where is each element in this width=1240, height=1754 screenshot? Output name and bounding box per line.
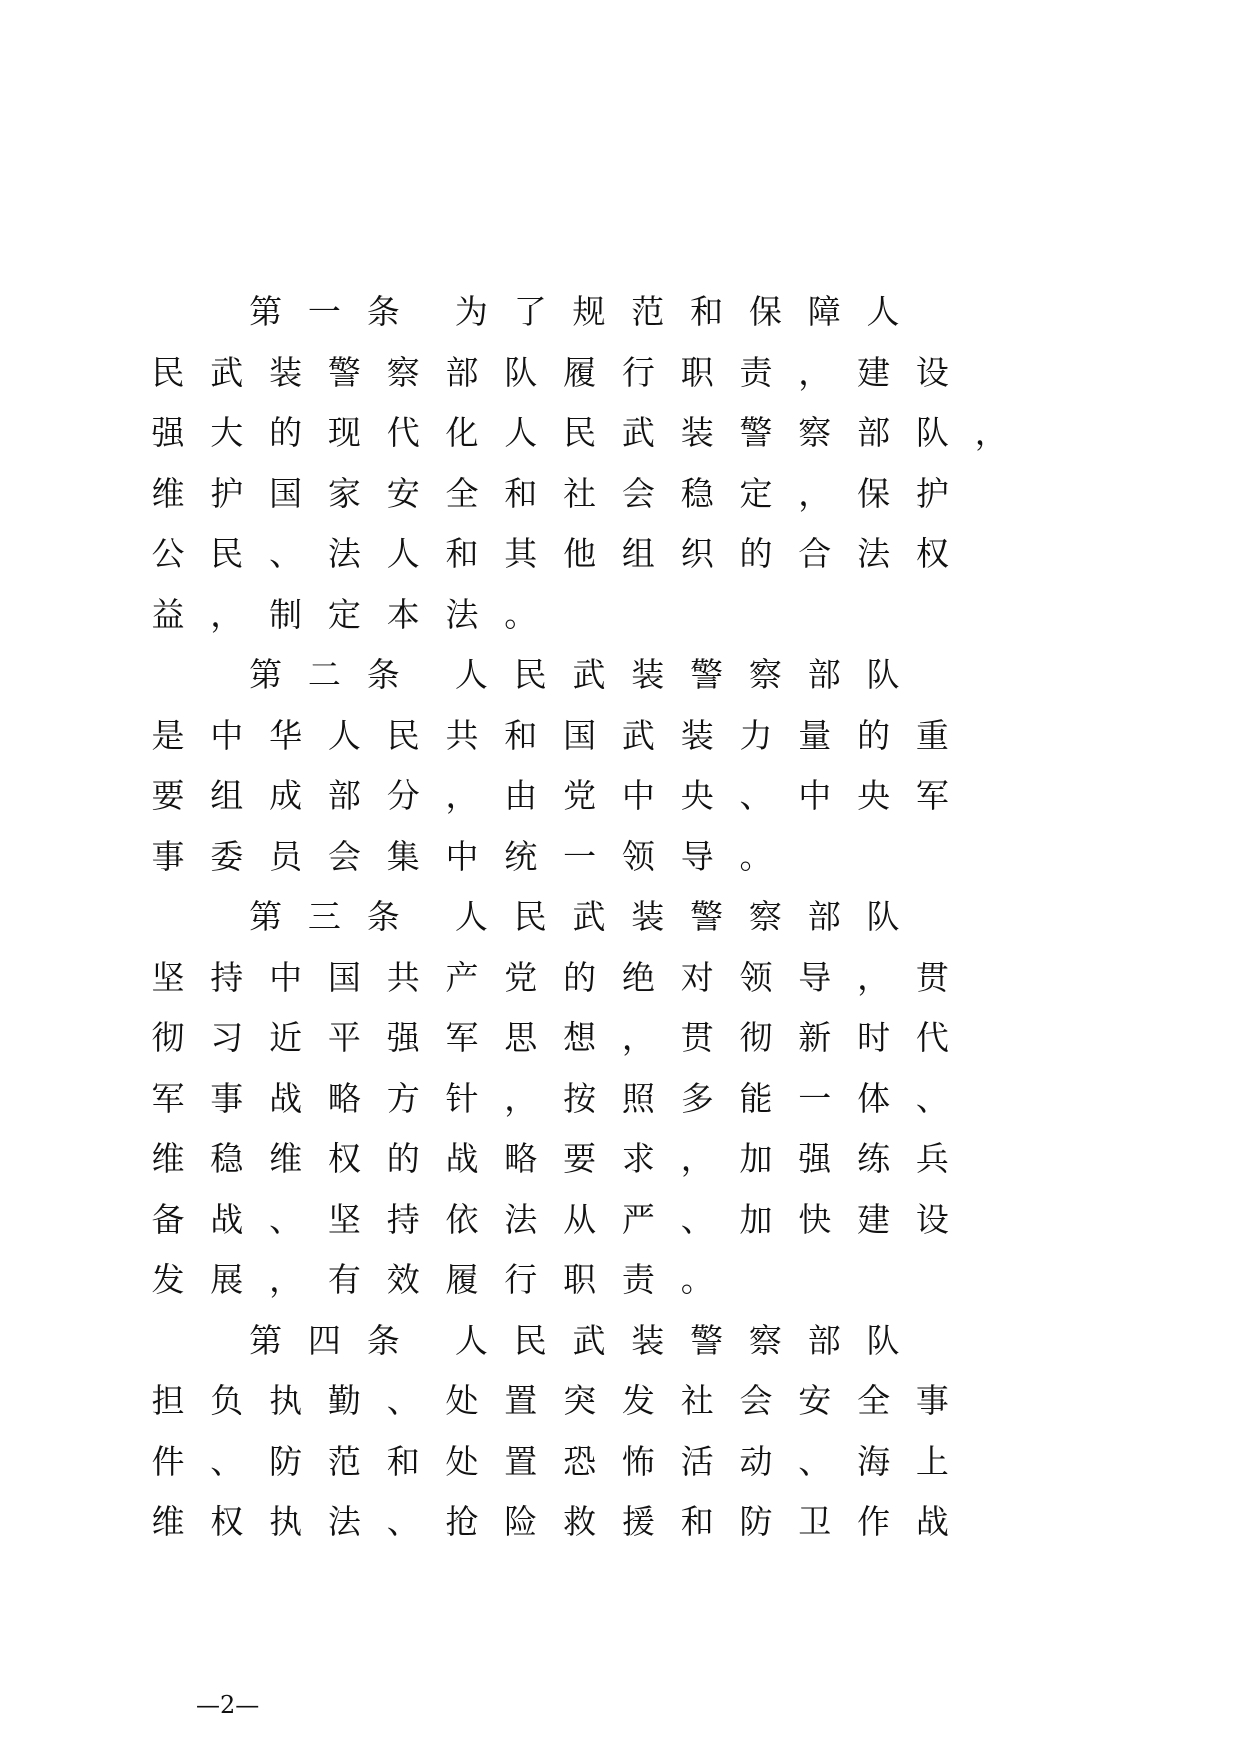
text-character: 法 — [857, 534, 891, 573]
text-character: 人 — [866, 292, 900, 331]
text-character: 设 — [915, 352, 949, 392]
text-character: 由 — [504, 776, 538, 815]
text-character: 抢 — [445, 1502, 479, 1541]
text-character: ， — [504, 1078, 538, 1118]
text-character: 从 — [563, 1199, 597, 1239]
text-character: 会 — [327, 836, 361, 876]
text-character: 执 — [269, 1381, 303, 1420]
text-character: 法 — [327, 534, 361, 573]
law-text-body — [151, 282, 1228, 1553]
text-character: 护 — [210, 473, 244, 513]
text-character: 练 — [857, 1139, 891, 1178]
text-character: 人 — [504, 413, 538, 452]
text-character: 和 — [680, 1502, 714, 1541]
text-character: 力 — [739, 715, 773, 755]
text-character: 分 — [386, 776, 420, 815]
text-character: 履 — [563, 352, 597, 392]
text-character: 稳 — [210, 1139, 244, 1178]
text-character: 组 — [210, 776, 244, 815]
text-character: 二 — [307, 655, 341, 694]
text-character: 平 — [327, 1018, 361, 1057]
text-character: 。 — [680, 1260, 714, 1299]
text-line — [151, 464, 1228, 525]
text-character: 范 — [631, 292, 665, 331]
text-character: 部 — [857, 413, 891, 452]
text-character: 权 — [327, 1139, 361, 1178]
text-character: 装 — [680, 715, 714, 755]
text-character: 。 — [504, 594, 538, 634]
text-character: ， — [269, 1260, 303, 1299]
text-character: 加 — [739, 1139, 773, 1178]
text-character: 的 — [857, 715, 891, 755]
text-character: 怖 — [621, 1441, 655, 1481]
text-character: 履 — [445, 1260, 479, 1299]
text-character: 照 — [621, 1078, 655, 1118]
text-line — [151, 1492, 1228, 1553]
text-character: 依 — [445, 1199, 479, 1239]
text-character: ， — [798, 352, 832, 392]
text-character: 和 — [386, 1441, 420, 1481]
text-character: 发 — [151, 1260, 185, 1299]
text-character: 、 — [739, 776, 773, 815]
text-character: 、 — [269, 1199, 303, 1239]
text-character: 队 — [504, 352, 538, 392]
text-character: 共 — [445, 715, 479, 755]
text-character: 代 — [386, 413, 420, 452]
text-character: 时 — [857, 1018, 891, 1057]
text-character: 为 — [454, 292, 488, 331]
text-character: 察 — [386, 352, 420, 392]
article-first-line — [168, 1311, 1228, 1372]
text-character: 组 — [621, 534, 655, 573]
text-character: 彻 — [151, 1018, 185, 1057]
text-character: 军 — [915, 776, 949, 815]
text-character: 装 — [680, 413, 714, 452]
text-character: 共 — [386, 957, 420, 997]
text-character: 集 — [386, 836, 420, 876]
text-character: 党 — [563, 776, 597, 815]
text-character: 法 — [445, 594, 479, 634]
text-character: 行 — [504, 1260, 538, 1299]
text-character: 对 — [680, 957, 714, 997]
text-character: 民 — [563, 413, 597, 452]
text-character: 战 — [915, 1502, 949, 1541]
text-line — [151, 1190, 1228, 1251]
text-character: 件 — [151, 1441, 185, 1481]
text-character: 处 — [445, 1381, 479, 1420]
text-character: 队 — [866, 655, 900, 694]
text-character: 近 — [269, 1018, 303, 1057]
text-character: 察 — [748, 897, 782, 936]
text-character: 权 — [915, 534, 949, 573]
text-character: 武 — [572, 1320, 606, 1360]
text-character: 、 — [798, 1441, 832, 1481]
text-character: 民 — [151, 352, 185, 392]
text-character: 持 — [210, 957, 244, 997]
text-character: 上 — [915, 1441, 949, 1481]
text-character: 能 — [739, 1078, 773, 1118]
text-character: 法 — [327, 1502, 361, 1541]
text-character: 、 — [915, 1078, 949, 1118]
text-character: ， — [621, 1018, 655, 1057]
text-character: 民 — [513, 1320, 547, 1360]
text-character: 担 — [151, 1381, 185, 1420]
text-character: 恐 — [563, 1441, 597, 1481]
text-character: 坚 — [151, 957, 185, 997]
text-character: 益 — [151, 594, 185, 634]
text-character: 人 — [454, 1320, 488, 1360]
text-character: 社 — [563, 473, 597, 513]
article-first-line — [168, 282, 1228, 343]
text-character: 快 — [798, 1199, 832, 1239]
text-character: 、 — [680, 1199, 714, 1239]
text-character: 加 — [739, 1199, 773, 1239]
text-character: 部 — [807, 897, 841, 936]
text-character: 安 — [386, 473, 420, 513]
text-character: 国 — [563, 715, 597, 755]
text-character: 民 — [513, 655, 547, 694]
text-character: 展 — [210, 1260, 244, 1299]
text-character: 护 — [915, 473, 949, 513]
text-character: 第 — [249, 292, 283, 331]
text-character: 持 — [386, 1199, 420, 1239]
text-character: 执 — [269, 1502, 303, 1541]
text-character: 中 — [269, 957, 303, 997]
text-line — [151, 403, 1228, 464]
text-character: 维 — [151, 1139, 185, 1178]
text-character: 现 — [327, 413, 361, 452]
text-line — [151, 343, 1228, 404]
text-character: 动 — [739, 1441, 773, 1481]
text-character: ， — [445, 776, 479, 815]
text-character: 保 — [748, 292, 782, 331]
text-character: 是 — [151, 715, 185, 755]
text-character: 队 — [866, 1320, 900, 1360]
text-character: 装 — [269, 352, 303, 392]
text-character: 求 — [621, 1139, 655, 1178]
text-character: 察 — [748, 655, 782, 694]
text-character: 和 — [504, 715, 538, 755]
text-character: 法 — [504, 1199, 538, 1239]
text-character: 、 — [386, 1381, 420, 1420]
text-character: 民 — [513, 897, 547, 936]
text-character: 导 — [798, 957, 832, 997]
text-character: 领 — [739, 957, 773, 997]
text-character: 多 — [680, 1078, 714, 1118]
text-character: 武 — [621, 413, 655, 452]
text-character: 人 — [454, 897, 488, 936]
text-character: 方 — [386, 1078, 420, 1118]
page-number: —2— — [196, 1691, 260, 1719]
text-character: 警 — [690, 1320, 724, 1360]
text-character: 队 — [866, 897, 900, 936]
text-line — [151, 585, 1228, 646]
text-character: 警 — [690, 897, 724, 936]
text-character: ， — [857, 957, 891, 997]
text-character: 活 — [680, 1441, 714, 1481]
text-character: 第 — [249, 655, 283, 694]
text-character: 重 — [915, 715, 949, 755]
text-character: 略 — [327, 1078, 361, 1118]
text-character: 中 — [210, 715, 244, 755]
text-character: 的 — [386, 1139, 420, 1178]
text-character: 作 — [857, 1502, 891, 1541]
text-character: 员 — [269, 836, 303, 876]
text-character: 第 — [249, 897, 283, 936]
article-first-line — [168, 645, 1228, 706]
text-character: 发 — [621, 1381, 655, 1420]
text-character: 要 — [151, 776, 185, 815]
text-character: 针 — [445, 1078, 479, 1118]
text-character: 条 — [366, 897, 400, 936]
text-character: 和 — [445, 534, 479, 573]
text-character: 效 — [386, 1260, 420, 1299]
text-character: 察 — [798, 413, 832, 452]
text-character: 权 — [210, 1502, 244, 1541]
text-character: 维 — [269, 1139, 303, 1178]
text-line — [151, 1432, 1228, 1493]
text-character: 救 — [563, 1502, 597, 1541]
text-line — [151, 948, 1228, 1009]
text-character: 职 — [680, 352, 714, 392]
text-character: 战 — [445, 1139, 479, 1178]
text-character: 思 — [504, 1018, 538, 1057]
text-character: 要 — [563, 1139, 597, 1178]
text-character: ， — [798, 473, 832, 513]
text-character: 严 — [621, 1199, 655, 1239]
text-character: 部 — [807, 655, 841, 694]
text-character: 绝 — [621, 957, 655, 997]
text-character: 本 — [386, 594, 420, 634]
text-character: 合 — [798, 534, 832, 573]
text-character: 华 — [269, 715, 303, 755]
text-character: 央 — [857, 776, 891, 815]
text-character: 国 — [269, 473, 303, 513]
text-character: 人 — [454, 655, 488, 694]
text-character: 职 — [563, 1260, 597, 1299]
text-character: 体 — [857, 1078, 891, 1118]
text-character: 党 — [504, 957, 538, 997]
text-character: 建 — [857, 352, 891, 392]
text-character: 略 — [504, 1139, 538, 1178]
text-line — [151, 1371, 1228, 1432]
text-character: 察 — [748, 1320, 782, 1360]
text-character: 警 — [690, 655, 724, 694]
article-first-line — [168, 887, 1228, 948]
text-character: 成 — [269, 776, 303, 815]
text-character: 装 — [631, 1320, 665, 1360]
text-character: 一 — [563, 836, 597, 876]
text-character: 稳 — [680, 473, 714, 513]
text-character: 勤 — [327, 1381, 361, 1420]
text-character: 贯 — [680, 1018, 714, 1057]
text-character: 全 — [445, 473, 479, 513]
text-line — [151, 706, 1228, 767]
text-character: 制 — [269, 594, 303, 634]
text-character: 战 — [269, 1078, 303, 1118]
text-character: 中 — [621, 776, 655, 815]
text-character: 行 — [621, 352, 655, 392]
text-character: 化 — [445, 413, 479, 452]
text-character: ， — [210, 594, 244, 634]
text-character: 人 — [386, 534, 420, 573]
text-character: ， — [680, 1139, 714, 1178]
text-character: 量 — [798, 715, 832, 755]
text-character: 统 — [504, 836, 538, 876]
text-character: 处 — [445, 1441, 479, 1481]
text-character: 四 — [307, 1320, 341, 1360]
text-character: 中 — [798, 776, 832, 815]
text-character: 置 — [504, 1441, 538, 1481]
text-character: 备 — [151, 1199, 185, 1239]
text-character: 导 — [680, 836, 714, 876]
text-character: 、 — [386, 1502, 420, 1541]
text-character: 产 — [445, 957, 479, 997]
text-character: 有 — [327, 1260, 361, 1299]
text-character: 、 — [269, 534, 303, 573]
text-character: 其 — [504, 534, 538, 573]
text-character: 和 — [504, 473, 538, 513]
text-character: 三 — [307, 897, 341, 936]
text-character: 队 — [915, 413, 949, 452]
text-character: 事 — [151, 836, 185, 876]
text-character: 他 — [563, 534, 597, 573]
text-character: 责 — [739, 352, 773, 392]
text-line — [151, 1069, 1228, 1130]
text-character: 设 — [915, 1199, 949, 1239]
text-character: 事 — [210, 1078, 244, 1118]
text-character: 障 — [807, 292, 841, 331]
text-character: 定 — [739, 473, 773, 513]
text-character: 。 — [739, 836, 773, 876]
text-character: 维 — [151, 473, 185, 513]
text-character: 卫 — [798, 1502, 832, 1541]
text-character: 保 — [857, 473, 891, 513]
text-character: 人 — [327, 715, 361, 755]
text-character: 、 — [210, 1441, 244, 1481]
text-character: 武 — [210, 352, 244, 392]
text-character: 警 — [327, 352, 361, 392]
text-character: 民 — [386, 715, 420, 755]
text-character: 和 — [690, 292, 724, 331]
text-character: 安 — [798, 1381, 832, 1420]
text-character: 条 — [366, 1320, 400, 1360]
text-character: 的 — [739, 534, 773, 573]
text-character: 部 — [327, 776, 361, 815]
text-character: 了 — [513, 292, 547, 331]
text-character: 第 — [249, 1320, 283, 1360]
text-character: 责 — [621, 1260, 655, 1299]
text-character: 全 — [857, 1381, 891, 1420]
text-character: 定 — [327, 594, 361, 634]
text-character: 家 — [327, 473, 361, 513]
text-character: 会 — [621, 473, 655, 513]
text-character: 规 — [572, 292, 606, 331]
text-character: ， — [974, 413, 1008, 452]
text-character: 军 — [151, 1078, 185, 1118]
text-line — [151, 1250, 1228, 1311]
text-character: 兵 — [915, 1139, 949, 1178]
text-character: 武 — [621, 715, 655, 755]
text-character: 装 — [631, 655, 665, 694]
text-character: 贯 — [915, 957, 949, 997]
text-character: 彻 — [739, 1018, 773, 1057]
text-character: 警 — [739, 413, 773, 452]
text-character: 军 — [445, 1018, 479, 1057]
text-character: 央 — [680, 776, 714, 815]
text-character: 公 — [151, 534, 185, 573]
text-character: 援 — [621, 1502, 655, 1541]
text-character: 突 — [563, 1381, 597, 1420]
text-character: 事 — [915, 1381, 949, 1420]
text-line — [151, 524, 1228, 585]
text-character: 按 — [563, 1078, 597, 1118]
text-character: 中 — [445, 836, 479, 876]
text-character: 防 — [739, 1502, 773, 1541]
text-character: 条 — [366, 292, 400, 331]
text-character: 国 — [327, 957, 361, 997]
text-character: 会 — [739, 1381, 773, 1420]
text-character: 社 — [680, 1381, 714, 1420]
text-character: 建 — [857, 1199, 891, 1239]
text-character: 战 — [210, 1199, 244, 1239]
text-character: 新 — [798, 1018, 832, 1057]
text-character: 领 — [621, 836, 655, 876]
text-character: 部 — [807, 1320, 841, 1360]
text-character: 坚 — [327, 1199, 361, 1239]
text-character: 强 — [386, 1018, 420, 1057]
text-character: 负 — [210, 1381, 244, 1420]
text-character: 一 — [307, 292, 341, 331]
text-character: 装 — [631, 897, 665, 936]
text-character: 想 — [563, 1018, 597, 1057]
text-character: 强 — [798, 1139, 832, 1178]
text-character: 维 — [151, 1502, 185, 1541]
text-character: 置 — [504, 1381, 538, 1420]
text-character: 防 — [269, 1441, 303, 1481]
text-character: 代 — [915, 1018, 949, 1057]
text-character: 部 — [445, 352, 479, 392]
text-character: 范 — [327, 1441, 361, 1481]
text-character: 险 — [504, 1502, 538, 1541]
text-character: 民 — [210, 534, 244, 573]
text-line — [151, 1129, 1228, 1190]
text-character: 海 — [857, 1441, 891, 1481]
text-line — [151, 827, 1228, 888]
text-character: 委 — [210, 836, 244, 876]
text-character: 的 — [269, 413, 303, 452]
text-character: 武 — [572, 897, 606, 936]
text-character: 武 — [572, 655, 606, 694]
text-line — [151, 766, 1228, 827]
text-line — [151, 1008, 1228, 1069]
text-character: 织 — [680, 534, 714, 573]
text-character: 的 — [563, 957, 597, 997]
text-character: 强 — [151, 413, 185, 452]
text-character: 一 — [798, 1078, 832, 1118]
text-character: 条 — [366, 655, 400, 694]
text-character: 习 — [210, 1018, 244, 1057]
text-character: 大 — [210, 413, 244, 452]
